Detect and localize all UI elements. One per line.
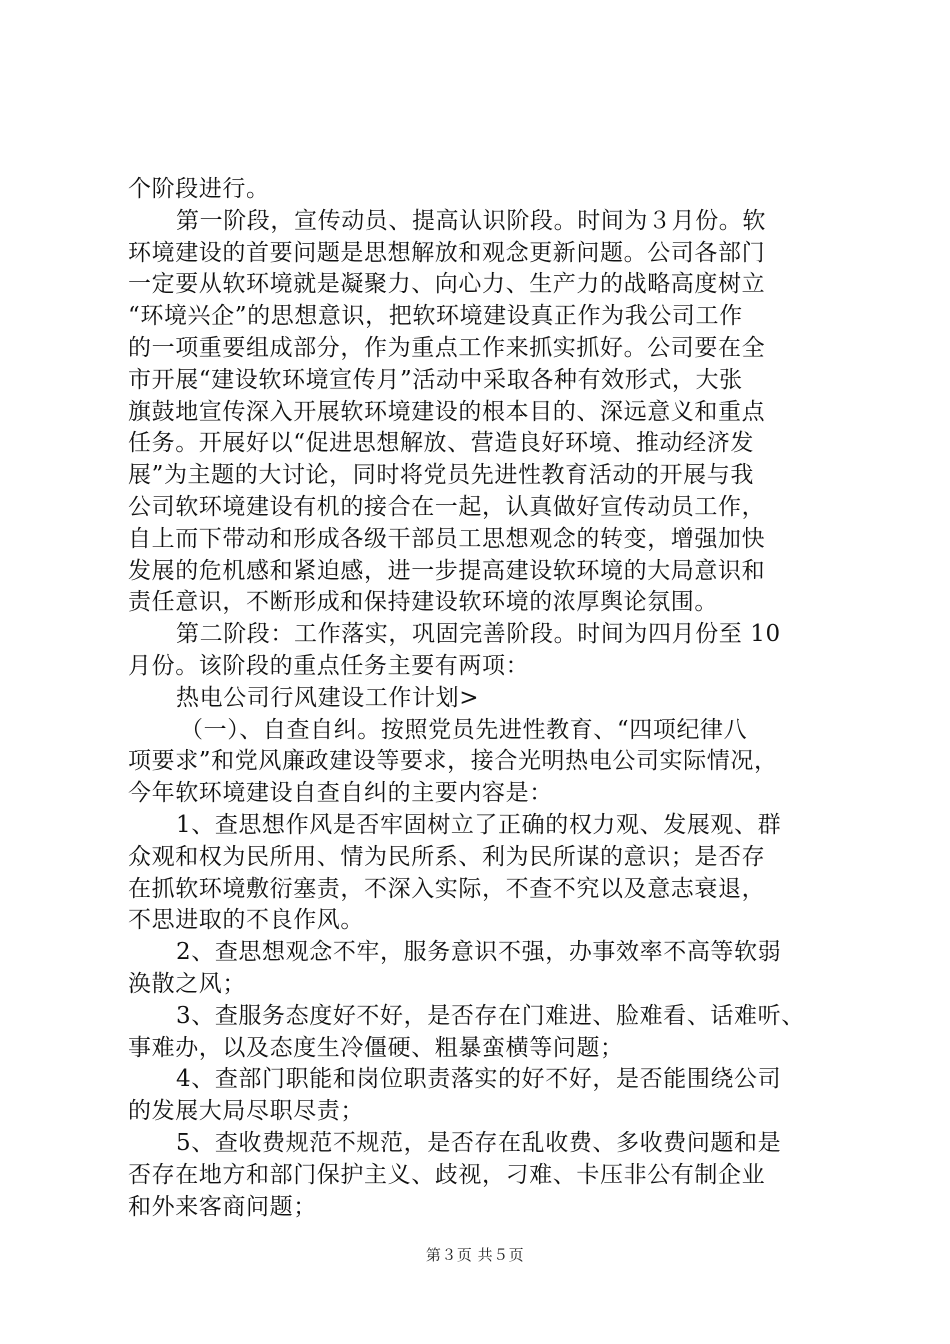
text-line: 3、查服务态度好不好，是否存在门难进、脸难看、话难听、	[176, 1002, 805, 1029]
text-line: 个阶段进行。	[128, 176, 270, 202]
text-line: 1、查思想作风是否牢固树立了正确的权力观、发展观、群	[176, 811, 782, 838]
text-line: 不思进取的不良作风。	[128, 907, 364, 934]
text-line: 项要求”和党风廉政建设等要求，接合光明热电公司实际情况，	[128, 748, 778, 775]
text-line: 责任意识，不断形成和保持建设软环境的浓厚舆论氛围。	[128, 589, 718, 616]
page-footer: 第３页 共５页	[425, 1246, 525, 1264]
text-line: 2、查思想观念不牢，服务意识不强，办事效率不高等软弱	[176, 939, 782, 966]
text-line: 自上而下带动和形成各级干部员工思想观念的转变，增强加快	[128, 525, 766, 552]
document-body	[128, 174, 828, 1223]
text-line: （一）、自查自纠。按照党员先进性教育、“四项纪律八	[180, 716, 748, 743]
text-line: 任务。开展好以“促进思想解放、营造良好环境、推动经济发	[128, 430, 754, 457]
text-line: 在抓软环境敷衍塞责，不深入实际，不查不究以及意志衰退，	[128, 875, 766, 902]
text-line: 第一阶段，宣传动员、提高认识阶段。时间为３月份。软	[176, 207, 766, 234]
text-line: 事难办，以及态度生冷僵硬、粗暴蛮横等问题；	[128, 1034, 624, 1061]
text-line: 涣散之风；	[128, 970, 246, 997]
text-line: 的一项重要组成部分，作为重点工作来抓实抓好。公司要在全	[128, 334, 766, 361]
text-line: 环境建设的首要问题是思想解放和观念更新问题。公司各部门	[128, 239, 766, 266]
text-line: 4、查部门职能和岗位职责落实的好不好，是否能围绕公司	[176, 1066, 782, 1093]
text-line: 众观和权为民所用、情为民所系、利为民所谋的意识；是否存	[128, 843, 766, 870]
text-line: 旗鼓地宣传深入开展软环境建设的根本目的、深远意义和重点	[128, 398, 766, 425]
text-line: 展”为主题的大讨论，同时将党员先进性教育活动的开展与我	[128, 462, 754, 489]
text-line: 5、查收费规范不规范，是否存在乱收费、多收费问题和是	[176, 1129, 782, 1156]
text-line: 发展的危机感和紧迫感，进一步提高建设软环境的大局意识和	[128, 557, 766, 584]
text-line: 和外来客商问题；	[128, 1193, 317, 1220]
text-line: 的发展大局尽职尽责；	[128, 1098, 364, 1125]
text-line: 市开展“建设软环境宣传月”活动中采取各种有效形式，大张	[128, 366, 743, 393]
text-line: 公司软环境建设有机的接合在一起，认真做好宣传动员工作，	[128, 493, 766, 520]
text-line: 热电公司行风建设工作计划>	[176, 684, 480, 711]
text-line: 一定要从软环境就是凝聚力、向心力、生产力的战略高度树立	[128, 271, 766, 298]
text-line: 今年软环境建设自查自纠的主要内容是：	[128, 780, 553, 807]
text-line: 否存在地方和部门保护主义、歧视，刁难、卡压非公有制企业	[128, 1161, 766, 1188]
text-line: 第二阶段：工作落实，巩固完善阶段。时间为四月份至 10	[176, 621, 781, 648]
text-line: 月份。该阶段的重点任务主要有两项：	[128, 652, 530, 679]
text-line: “环境兴企”的思想意识，把软环境建设真正作为我公司工作	[128, 303, 743, 330]
